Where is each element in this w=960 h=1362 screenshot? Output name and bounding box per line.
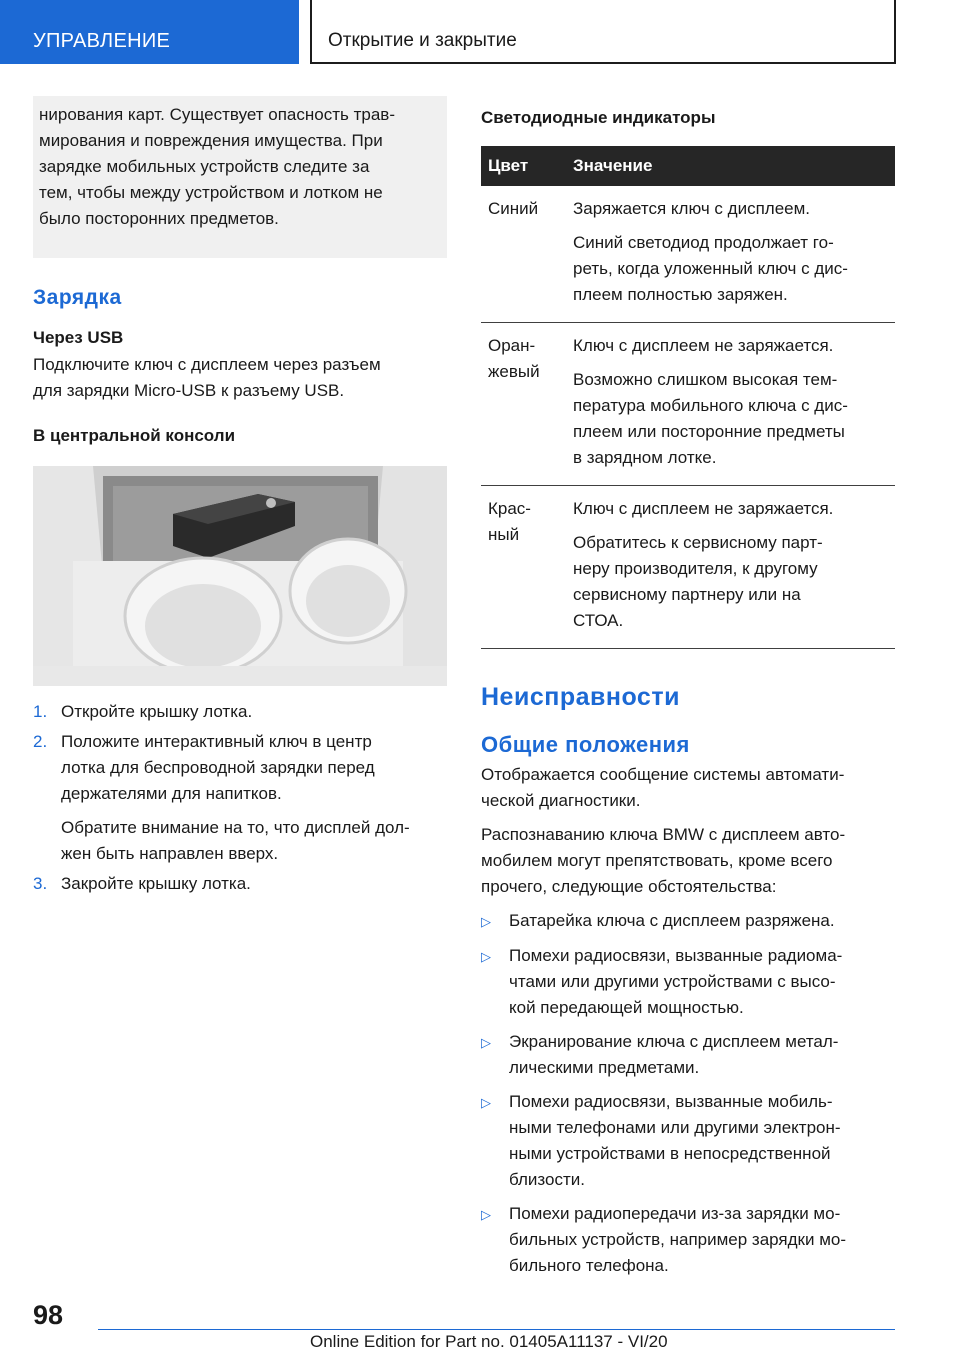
list-line: ными телефонами или другими электрон- — [509, 1118, 841, 1137]
step-line: держателями для напитков. — [61, 784, 282, 803]
list-line: Помехи радиосвязи, вызванные мобиль- — [509, 1092, 833, 1111]
triangle-bullet-icon: ▷ — [481, 914, 491, 929]
circumstances-list — [481, 908, 895, 1279]
list-line: лическими предметами. — [509, 1058, 700, 1077]
step-line: Закройте крышку лотка. — [61, 874, 251, 893]
meaning-line: пература мобильного ключа с дис- — [573, 396, 848, 415]
section-tab: УПРАВЛЕНИЕ — [0, 0, 299, 64]
general-line: Отображается сообщение системы автомати- — [481, 765, 845, 784]
page-number: 98 — [33, 1300, 64, 1330]
step-item — [33, 729, 447, 867]
note-line: нирования карт. Существует опасность трав- — [39, 105, 395, 124]
list-line: кой передающей мощностью. — [509, 998, 744, 1017]
list-line: бильных устройств, например зарядки мо- — [509, 1230, 847, 1249]
step-line: Откройте крышку лотка. — [61, 702, 253, 721]
step-number: 1. — [33, 702, 48, 721]
recognition-line: мобилем могут препятствовать, кроме всего — [481, 851, 833, 870]
table-row — [481, 486, 895, 649]
center-console-photo — [33, 466, 447, 686]
column-header: Цвет — [481, 146, 573, 186]
step-line: Положите интерактивный ключ в центр — [61, 732, 372, 751]
general-text — [481, 762, 895, 814]
step-item — [33, 871, 447, 897]
meaning-line: Возможно слишком высокая тем- — [573, 370, 838, 389]
meaning-line: Ключ с дисплеем не заряжается. — [573, 499, 834, 518]
list-line: близости. — [509, 1170, 585, 1189]
note-line: тем, чтобы между устройством и лотком не — [39, 183, 383, 202]
recognition-line: Распознаванию ключа BMW с дисплеем авто- — [481, 825, 846, 844]
meaning-line: Ключ с дисплеем не заряжается. — [573, 336, 834, 355]
list-item — [481, 1201, 895, 1279]
chapter-title: Открытие и закрытие — [310, 0, 896, 64]
steps-list — [33, 699, 447, 897]
usb-text — [33, 352, 447, 404]
list-line: Помехи радиопередачи из-за зарядки мо- — [509, 1204, 841, 1223]
list-line: Экранирование ключа с дисплеем метал- — [509, 1032, 839, 1051]
list-item — [481, 1029, 895, 1081]
meaning-line: плеем полностью заряжен. — [573, 285, 788, 304]
step-number: 2. — [33, 732, 48, 751]
meaning-line: плеем или посторонние предметы — [573, 422, 845, 441]
meaning-line: Синий светодиод продолжает го- — [573, 233, 834, 252]
table-row — [481, 186, 895, 323]
recognition-text — [481, 822, 895, 900]
triangle-bullet-icon: ▷ — [481, 949, 491, 964]
led-table-title: Светодиодные индикаторы — [481, 108, 716, 127]
usb-line: для зарядки Micro-USB к разъему USB. — [33, 381, 345, 400]
step-item — [33, 699, 447, 725]
led-color: ный — [488, 525, 520, 544]
triangle-bullet-icon: ▷ — [481, 1207, 491, 1222]
faults-heading: Неисправности — [481, 683, 680, 711]
led-color: жевый — [488, 362, 540, 381]
list-line: бильного телефона. — [509, 1256, 669, 1275]
footer-divider — [98, 1329, 895, 1330]
list-item — [481, 908, 895, 935]
step-number: 3. — [33, 874, 48, 893]
column-header: Значение — [573, 146, 895, 186]
step-note-line: жен быть направлен вверх. — [61, 844, 279, 863]
meaning-line: в зарядном лотке. — [573, 448, 717, 467]
right-column — [481, 96, 895, 1287]
note-line: мирования и повреждения имущества. При — [39, 131, 383, 150]
triangle-bullet-icon: ▷ — [481, 1095, 491, 1110]
list-item — [481, 943, 895, 1021]
led-indicator-table — [481, 146, 895, 649]
table-row — [481, 323, 895, 486]
charging-heading: Зарядка — [33, 286, 122, 309]
meaning-line: Заряжается ключ с дисплеем. — [573, 199, 811, 218]
triangle-bullet-icon: ▷ — [481, 1035, 491, 1050]
usb-heading: Через USB — [33, 328, 124, 347]
list-line: чтами или другими устройствами с высо- — [509, 972, 836, 991]
meaning-line: СТОА. — [573, 611, 624, 630]
note-line: зарядке мобильных устройств следите за — [39, 157, 370, 176]
recognition-line: прочего, следующие обстоятельства: — [481, 877, 777, 896]
meaning-line: неру производителя, к другому — [573, 559, 818, 578]
general-line: ческой диагностики. — [481, 791, 641, 810]
left-column — [33, 96, 447, 901]
meaning-line: реть, когда уложенный ключ с дис- — [573, 259, 848, 278]
footer-edition: Online Edition for Part no. 01405A11137 - VI/20 — [310, 1332, 668, 1351]
meaning-line: сервисному партнеру или на — [573, 585, 801, 604]
console-heading: В центральной консоли — [33, 426, 236, 445]
list-line: Батарейка ключа с дисплеем разряжена. — [509, 911, 835, 930]
led-color: Крас- — [488, 499, 531, 518]
list-line: Помехи радиосвязи, вызванные радиома- — [509, 946, 843, 965]
note-line: было посторонних предметов. — [39, 209, 279, 228]
led-color: Оран- — [488, 336, 536, 355]
step-note-line: Обратите внимание на то, что дисплей дол- — [61, 818, 410, 837]
led-color: Синий — [488, 199, 539, 218]
list-item — [481, 1089, 895, 1193]
step-line: лотка для беспроводной зарядки перед — [61, 758, 375, 777]
list-line: ными устройствами в непосредственной — [509, 1144, 831, 1163]
usb-line: Подключите ключ с дисплеем через разъем — [33, 355, 381, 374]
meaning-line: Обратитесь к сервисному парт- — [573, 533, 823, 552]
general-heading: Общие положения — [481, 732, 690, 757]
warning-note — [33, 96, 447, 258]
